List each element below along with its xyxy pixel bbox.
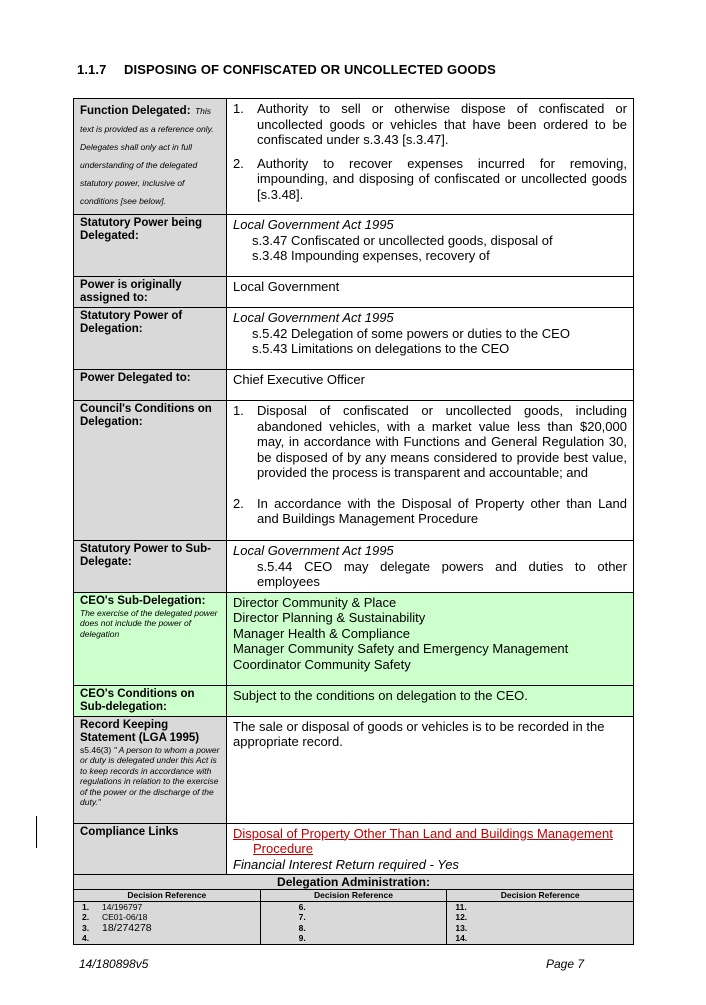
sub-delegate-4: Manager Community Safety and Emergency Management — [233, 641, 569, 656]
sub-delegate-power-label-cell — [74, 541, 227, 593]
sub-delegate-3: Manager Health & Compliance — [233, 625, 411, 641]
function-delegated-note: This text is provided as a reference only. Delegates shall only act in full understanding of the delegated statutory power, inclusive of conditions [see below]. — [80, 106, 214, 206]
power-of-delegation-label-cell — [74, 308, 227, 370]
sub-delegate-power-value — [227, 541, 634, 593]
row-council-conditions — [74, 401, 634, 541]
statutory-power-act: Local Government Act 1995 — [233, 217, 394, 232]
power-of-delegation-line-2: s.5.43 Limitations on delegations to the CEO — [252, 341, 510, 356]
function-item-2: 2. Authority to recover expenses incurred for removing, impounding, and disposing of confiscated or uncollected goods [s.3.48]. — [233, 155, 627, 202]
record-keeping-label: Record Keeping Statement (LGA 1995) — [80, 718, 200, 744]
ceo-conditions-value: Subject to the conditions on delegation to the CEO. — [227, 685, 634, 716]
admin-column-1 — [74, 890, 261, 944]
sub-delegate-5: Coordinator Community Safety — [233, 656, 411, 672]
row-delegated-to — [74, 370, 634, 401]
compliance-value — [227, 823, 634, 875]
admin-row: 6. — [298, 901, 306, 912]
admin-cell — [74, 875, 634, 945]
power-of-delegation-label: Statutory Power of Delegation: — [80, 310, 183, 335]
record-keeping-label-cell — [74, 716, 227, 823]
function-delegated-label-cell — [74, 99, 227, 215]
ceo-sub-delegation-label-cell — [74, 592, 227, 685]
ceo-sub-delegation-note: The exercise of the delegated power does not include the power of delegation — [80, 607, 218, 639]
row-ceo-conditions — [74, 685, 634, 716]
originally-assigned-label-cell — [74, 277, 227, 308]
council-conditions-value — [227, 401, 634, 541]
row-statutory-power — [74, 215, 634, 277]
compliance-note: Financial Interest Return required - Yes — [233, 856, 459, 872]
statutory-power-line-2: s.3.48 Impounding expenses, recovery of — [252, 248, 490, 263]
row-admin — [74, 875, 634, 945]
footer-doc-ref: 14/180898v5 — [79, 957, 149, 971]
admin-row: 2. CE01-06/18 — [82, 912, 148, 922]
compliance-label-cell — [74, 823, 227, 875]
originally-assigned-label: Power is originally assigned to: — [80, 279, 182, 304]
admin-row: 14. — [455, 933, 468, 943]
section-heading — [77, 62, 496, 77]
admin-column-1-head: Decision Reference — [74, 890, 260, 902]
function-item-1: 1. Authority to sell or otherwise dispose of confiscated or uncollected goods or vehicles that have been ordered to be confiscated under s.3.43 [s.3.47]. — [233, 101, 627, 147]
council-conditions-label: Council's Conditions on Delegation: — [80, 403, 212, 428]
row-sub-delegate-power — [74, 541, 634, 593]
record-keeping-value: The sale or disposal of goods or vehicles is to be recorded in the appropriate record. — [227, 716, 634, 823]
sub-delegate-2: Director Planning & Sustainability — [233, 610, 426, 625]
admin-row: 12. — [455, 912, 468, 922]
ceo-conditions-label-cell — [74, 685, 227, 716]
admin-row: 13. — [455, 922, 468, 933]
record-keeping-note: s5.46(3) " A person to whom a power or duty is delegated under this Act is to keep records in accordance with regulations in relation to the exercise of the power or the discharge of the duty." — [80, 744, 220, 807]
ceo-sub-delegation-value — [227, 592, 634, 685]
footer-page-number: Page 7 — [546, 957, 585, 971]
row-originally-assigned — [74, 277, 634, 308]
admin-row: 7. — [298, 912, 306, 922]
section-title: DISPOSING OF CONFISCATED OR UNCOLLECTED GOODS — [124, 62, 496, 77]
admin-row: 3. 18/274278 — [82, 921, 152, 934]
compliance-procedure-link[interactable]: Disposal of Property Other Than Land and Buildings Management Procedure — [233, 825, 613, 856]
statutory-power-label: Statutory Power being Delegated: — [80, 217, 203, 242]
admin-row: 1. 14/196797 — [82, 901, 143, 912]
admin-row: 4. — [82, 933, 90, 943]
admin-column-2 — [261, 890, 448, 944]
statutory-power-line-1: s.3.47 Confiscated or uncollected goods, disposal of — [252, 232, 553, 248]
delegated-to-label: Power Delegated to: — [80, 372, 191, 384]
row-record-keeping — [74, 716, 634, 823]
section-number: 1.1.7 — [77, 62, 107, 77]
power-of-delegation-line-1: s.5.42 Delegation of some powers or duties to the CEO — [252, 325, 570, 341]
admin-column-3-head: Decision Reference — [447, 890, 633, 902]
sub-delegate-1: Director Community & Place — [233, 594, 397, 610]
delegated-to-value: Chief Executive Officer — [227, 370, 634, 401]
admin-row: 11. — [455, 901, 467, 912]
statutory-power-value — [227, 215, 634, 277]
council-condition-1: 1. Disposal of confiscated or uncollected goods, including abandoned vehicles, with a market value less than $20,000 may, in accordance with Functions and General Regulation 30, be disposed of by any means considered to provide best value, provided the process is transparent and accountable; and — [233, 403, 627, 480]
revision-change-bar — [36, 816, 37, 848]
admin-title: Delegation Administration: — [74, 875, 633, 890]
compliance-label: Compliance Links — [80, 825, 179, 838]
admin-column-3 — [447, 890, 633, 944]
originally-assigned-value: Local Government — [227, 277, 634, 308]
council-condition-2: 2. In accordance with the Disposal of Property other than Land and Buildings Management Procedure — [233, 495, 627, 526]
admin-grid — [74, 890, 633, 944]
power-of-delegation-act: Local Government Act 1995 — [233, 310, 394, 325]
function-delegated-label: Function Delegated: — [80, 105, 191, 117]
admin-row: 8. — [298, 922, 306, 933]
power-of-delegation-value — [227, 308, 634, 370]
ceo-sub-delegation-label: CEO's Sub-Delegation: — [80, 594, 206, 607]
row-ceo-sub-delegation — [74, 592, 634, 685]
delegated-to-label-cell — [74, 370, 227, 401]
delegation-table — [73, 98, 634, 945]
sub-delegate-power-label: Statutory Power to Sub-Delegate: — [80, 543, 211, 568]
row-compliance — [74, 823, 634, 875]
admin-column-2-head: Decision Reference — [261, 890, 447, 902]
function-delegated-value — [227, 99, 634, 215]
sub-delegate-power-line: s.5.44 CEO may delegate powers and duties to other employees — [257, 558, 627, 589]
statutory-power-label-cell — [74, 215, 227, 277]
admin-row: 9. — [298, 933, 306, 943]
council-conditions-label-cell — [74, 401, 227, 541]
ceo-conditions-label: CEO's Conditions on Sub-delegation: — [80, 687, 195, 713]
row-function-delegated — [74, 99, 634, 215]
sub-delegate-power-act: Local Government Act 1995 — [233, 543, 394, 558]
row-power-of-delegation — [74, 308, 634, 370]
